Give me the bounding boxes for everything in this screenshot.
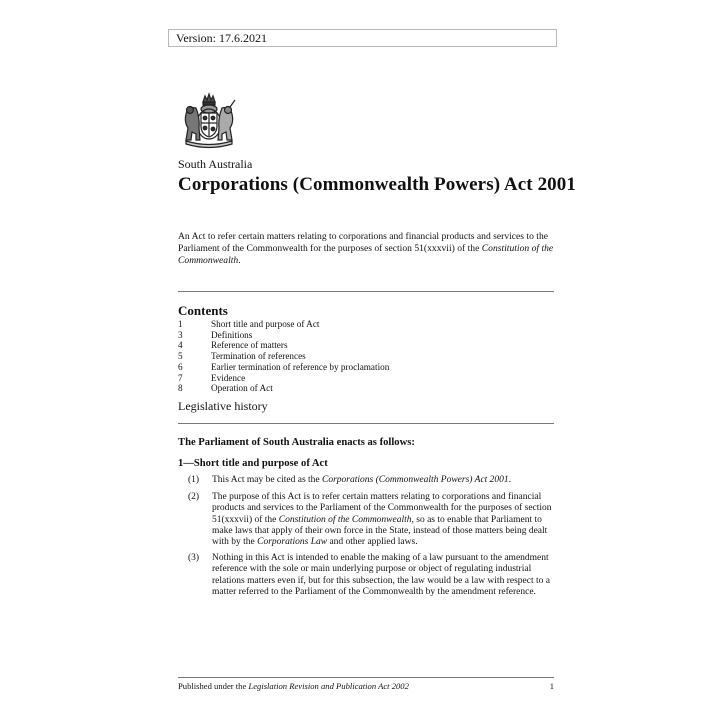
toc-item-title[interactable]: Short title and purpose of Act (211, 319, 320, 329)
toc-item-title[interactable]: Operation of Act (211, 383, 273, 394)
toc-item-number: 8 (178, 383, 183, 394)
toc-item[interactable] (178, 340, 558, 351)
act-title: Corporations (Commonwealth Powers) Act 2001 (178, 174, 576, 195)
italic-run: Corporations (Commonwealth Powers) Act 2001 (322, 475, 509, 485)
subsection-3 (178, 553, 556, 598)
toc-item-title[interactable]: Earlier termination of reference by proclamation (211, 361, 390, 372)
italic-run: Legislation Revision and Publication Act 2002 (248, 681, 409, 691)
text-run: This Act may be cited as the (212, 475, 323, 485)
toc-item[interactable] (178, 330, 558, 341)
toc-item-number: 1 (178, 319, 183, 329)
subsection-2 (178, 492, 556, 548)
text-run: and other applied laws. (327, 537, 418, 548)
toc-item-number: 4 (178, 340, 183, 351)
toc-item[interactable] (178, 351, 558, 362)
long-title-text: An Act to refer certain matters relating to corporations and financial products and services to the Parliament of the Commonwealth for the purposes of section 51(xxxvii) of the (178, 231, 549, 255)
text-run: , so as to enable that Parliament to make laws that apply of their own force in the State, instead of those matters being dealt with by the (212, 514, 548, 548)
section-heading: 1—Short title and purpose of Act (178, 458, 328, 469)
subsection-text: Nothing in this Act is intended to enable the making of a law pursuant to the amendment reference with the sole or main underlying purpose or object of regulating industrial relations matters even if, but for this subsection, the law would be a law with respect to a matter referred to the Parliament of the Commonwealth by the amendment reference. (212, 553, 550, 597)
toc-item-number: 7 (178, 372, 183, 383)
subsection-number: (2) (188, 492, 200, 502)
page-footer (178, 681, 554, 691)
coat-of-arms-icon (178, 92, 240, 150)
long-title (178, 231, 556, 268)
toc-item[interactable] (178, 362, 558, 373)
legislative-history-link[interactable]: Legislative history (178, 399, 268, 413)
toc-item[interactable] (178, 373, 558, 384)
subsection-1 (178, 475, 556, 486)
divider (178, 291, 554, 292)
subsection-number: (3) (188, 553, 200, 563)
toc-item[interactable] (178, 383, 558, 394)
text-run: . (508, 475, 512, 485)
table-of-contents (178, 319, 558, 394)
toc-item-title[interactable]: Evidence (211, 372, 246, 383)
long-title-italic: Constitution of the Commonwealth (178, 243, 554, 267)
toc-item-title[interactable]: Termination of references (211, 351, 306, 362)
long-title-end: . (238, 255, 241, 267)
subsection-text (212, 475, 556, 486)
subsection-text (212, 492, 556, 548)
italic-run: Corporations Law (257, 537, 328, 548)
toc-item-number: 3 (178, 329, 183, 340)
toc-item-title[interactable]: Reference of matters (211, 340, 288, 351)
version-box (168, 29, 557, 47)
divider (178, 423, 554, 424)
text-run: Published under the (178, 681, 249, 691)
contents-heading: Contents (178, 303, 228, 318)
toc-item-number: 5 (178, 351, 183, 362)
jurisdiction-label: South Australia (178, 157, 253, 171)
enacting-words: The Parliament of South Australia enacts as follows: (178, 437, 415, 448)
text-run: The purpose of this Act is to refer certain matters relating to corporations and financial products and services to the Parliament of the Commonwealth for the purposes of section 51(xxxvii) of the (212, 492, 552, 525)
italic-run: Constitution of the Commonwealth (278, 514, 412, 525)
toc-item[interactable] (178, 319, 558, 330)
footer-divider (178, 677, 554, 678)
version-label: Version: 17.6.2021 (176, 31, 267, 45)
page-number: 1 (549, 681, 554, 691)
subsection-number: (1) (188, 475, 200, 485)
toc-item-number: 6 (178, 361, 183, 372)
toc-item-title[interactable]: Definitions (211, 329, 253, 340)
footer-publication (178, 681, 409, 691)
